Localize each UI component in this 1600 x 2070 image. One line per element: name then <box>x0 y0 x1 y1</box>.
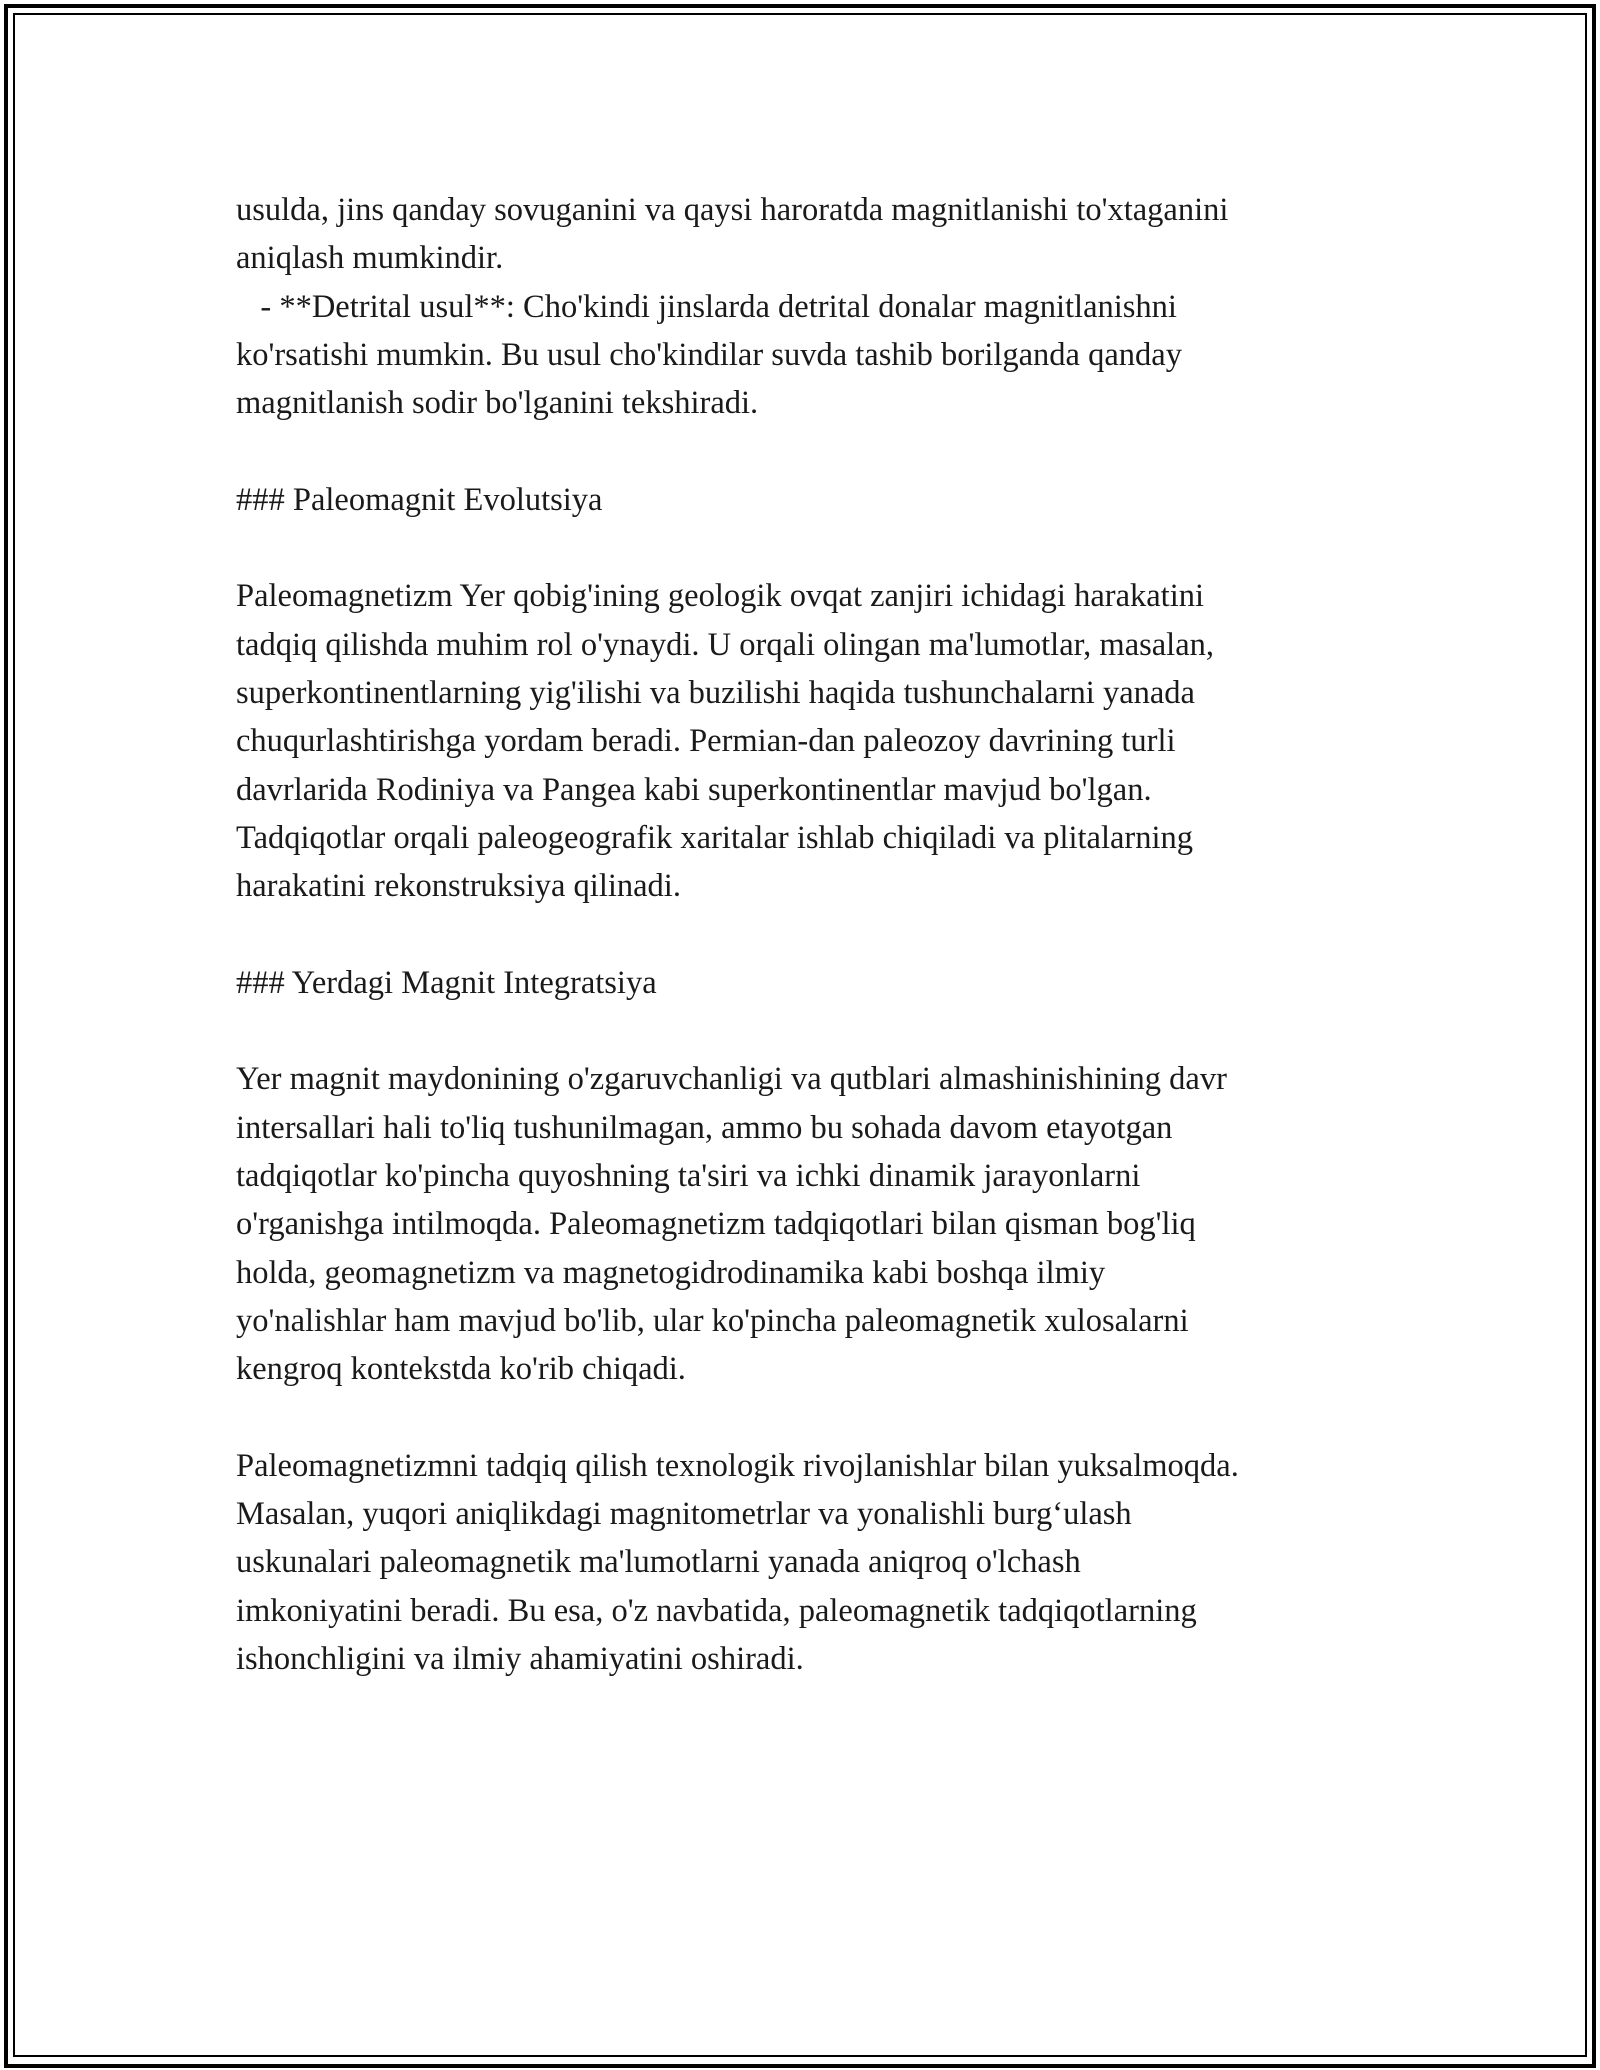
text-line: ishonchligini va ilmiy ahamiyatini oshiradi. <box>236 1640 804 1677</box>
text-line: o'rganishga intilmoqda. Paleomagnetizm tadqiqotlari bilan qisman bog'liq <box>236 1206 1196 1243</box>
blank-line <box>236 524 1386 572</box>
list-item-detrital: - **Detrital usul**: Cho'kindi jinslarda detrital donalar magnitlanishni <box>236 288 1177 325</box>
section-heading-integration: ### Yerdagi Magnit Integratsiya <box>236 964 657 1001</box>
text-line: chuqurlashtirishga yordam beradi. Permian-dan paleozoy davrining turli <box>236 723 1176 760</box>
text-line: ko'rsatishi mumkin. Bu usul cho'kindilar suvda tashib borilganda qanday <box>236 336 1182 373</box>
text-line: tadqiq qilishda muhim rol o'ynaydi. U orqali olingan ma'lumotlar, masalan, <box>236 626 1215 663</box>
text-line: davrlarida Rodiniya va Pangea kabi superkontinentlar mavjud bo'lgan. <box>236 771 1152 808</box>
blank-line <box>236 427 1386 475</box>
text-line: usulda, jins qanday sovuganini va qaysi haroratda magnitlanishi to'xtaganini <box>236 192 1229 228</box>
text-line: holda, geomagnetizm va magnetogidrodinamika kabi boshqa ilmiy <box>236 1254 1106 1291</box>
text-line: uskunalari paleomagnetik ma'lumotlarni yanada aniqroq o'lchash <box>236 1544 1081 1581</box>
blank-line <box>236 910 1386 958</box>
text-line: intersallari hali to'liq tushunilmagan, ammo bu sohada davom etayotgan <box>236 1109 1173 1146</box>
text-line: tadqiqotlar ko'pincha quyoshning ta'siri va ichki dinamik jarayonlarni <box>236 1157 1141 1194</box>
text-line: superkontinentlarning yig'ilishi va buzilishi haqida tushunchalarni yanada <box>236 674 1195 711</box>
text-line: Paleomagnetizmni tadqiq qilish texnologik rivojlanishlar bilan yuksalmoqda. <box>236 1447 1239 1484</box>
text-line: harakatini rekonstruksiya qilinadi. <box>236 868 681 905</box>
paragraph-evolution <box>236 572 1386 910</box>
text-line: yo'nalishlar ham mavjud bo'lib, ular ko'pincha paleomagnetik xulosalarni <box>236 1302 1189 1339</box>
blank-line <box>236 1393 1386 1441</box>
text-line: Masalan, yuqori aniqlikdagi magnitometrlar va yonalishli burg‘ulash <box>236 1496 1132 1533</box>
text-line: Tadqiqotlar orqali paleogeografik xaritalar ishlab chiqiladi va plitalarning <box>236 819 1194 856</box>
text-line: Paleomagnetizm Yer qobig'ining geologik ovqat zanjiri ichidagi harakatini <box>236 578 1205 615</box>
text-line: aniqlash mumkindir. <box>236 240 504 277</box>
paragraph-technology <box>236 1442 1386 1683</box>
text-line: magnitlanish sodir bo'lganini tekshiradi. <box>236 385 759 422</box>
text-line: imkoniyatini beradi. Bu esa, o'z navbatida, paleomagnetik tadqiqotlarning <box>236 1592 1197 1629</box>
blank-line <box>236 1007 1386 1055</box>
section-heading-evolution: ### Paleomagnit Evolutsiya <box>236 481 603 518</box>
paragraph-integration <box>236 1055 1386 1393</box>
text-line: Yer magnit maydonining o'zgaruvchanligi va qutblari almashinishining davr <box>236 1061 1227 1098</box>
intro-block <box>236 186 1386 427</box>
text-line: kengroq kontekstda ko'rib chiqadi. <box>236 1351 686 1388</box>
document-body <box>236 186 1386 1683</box>
